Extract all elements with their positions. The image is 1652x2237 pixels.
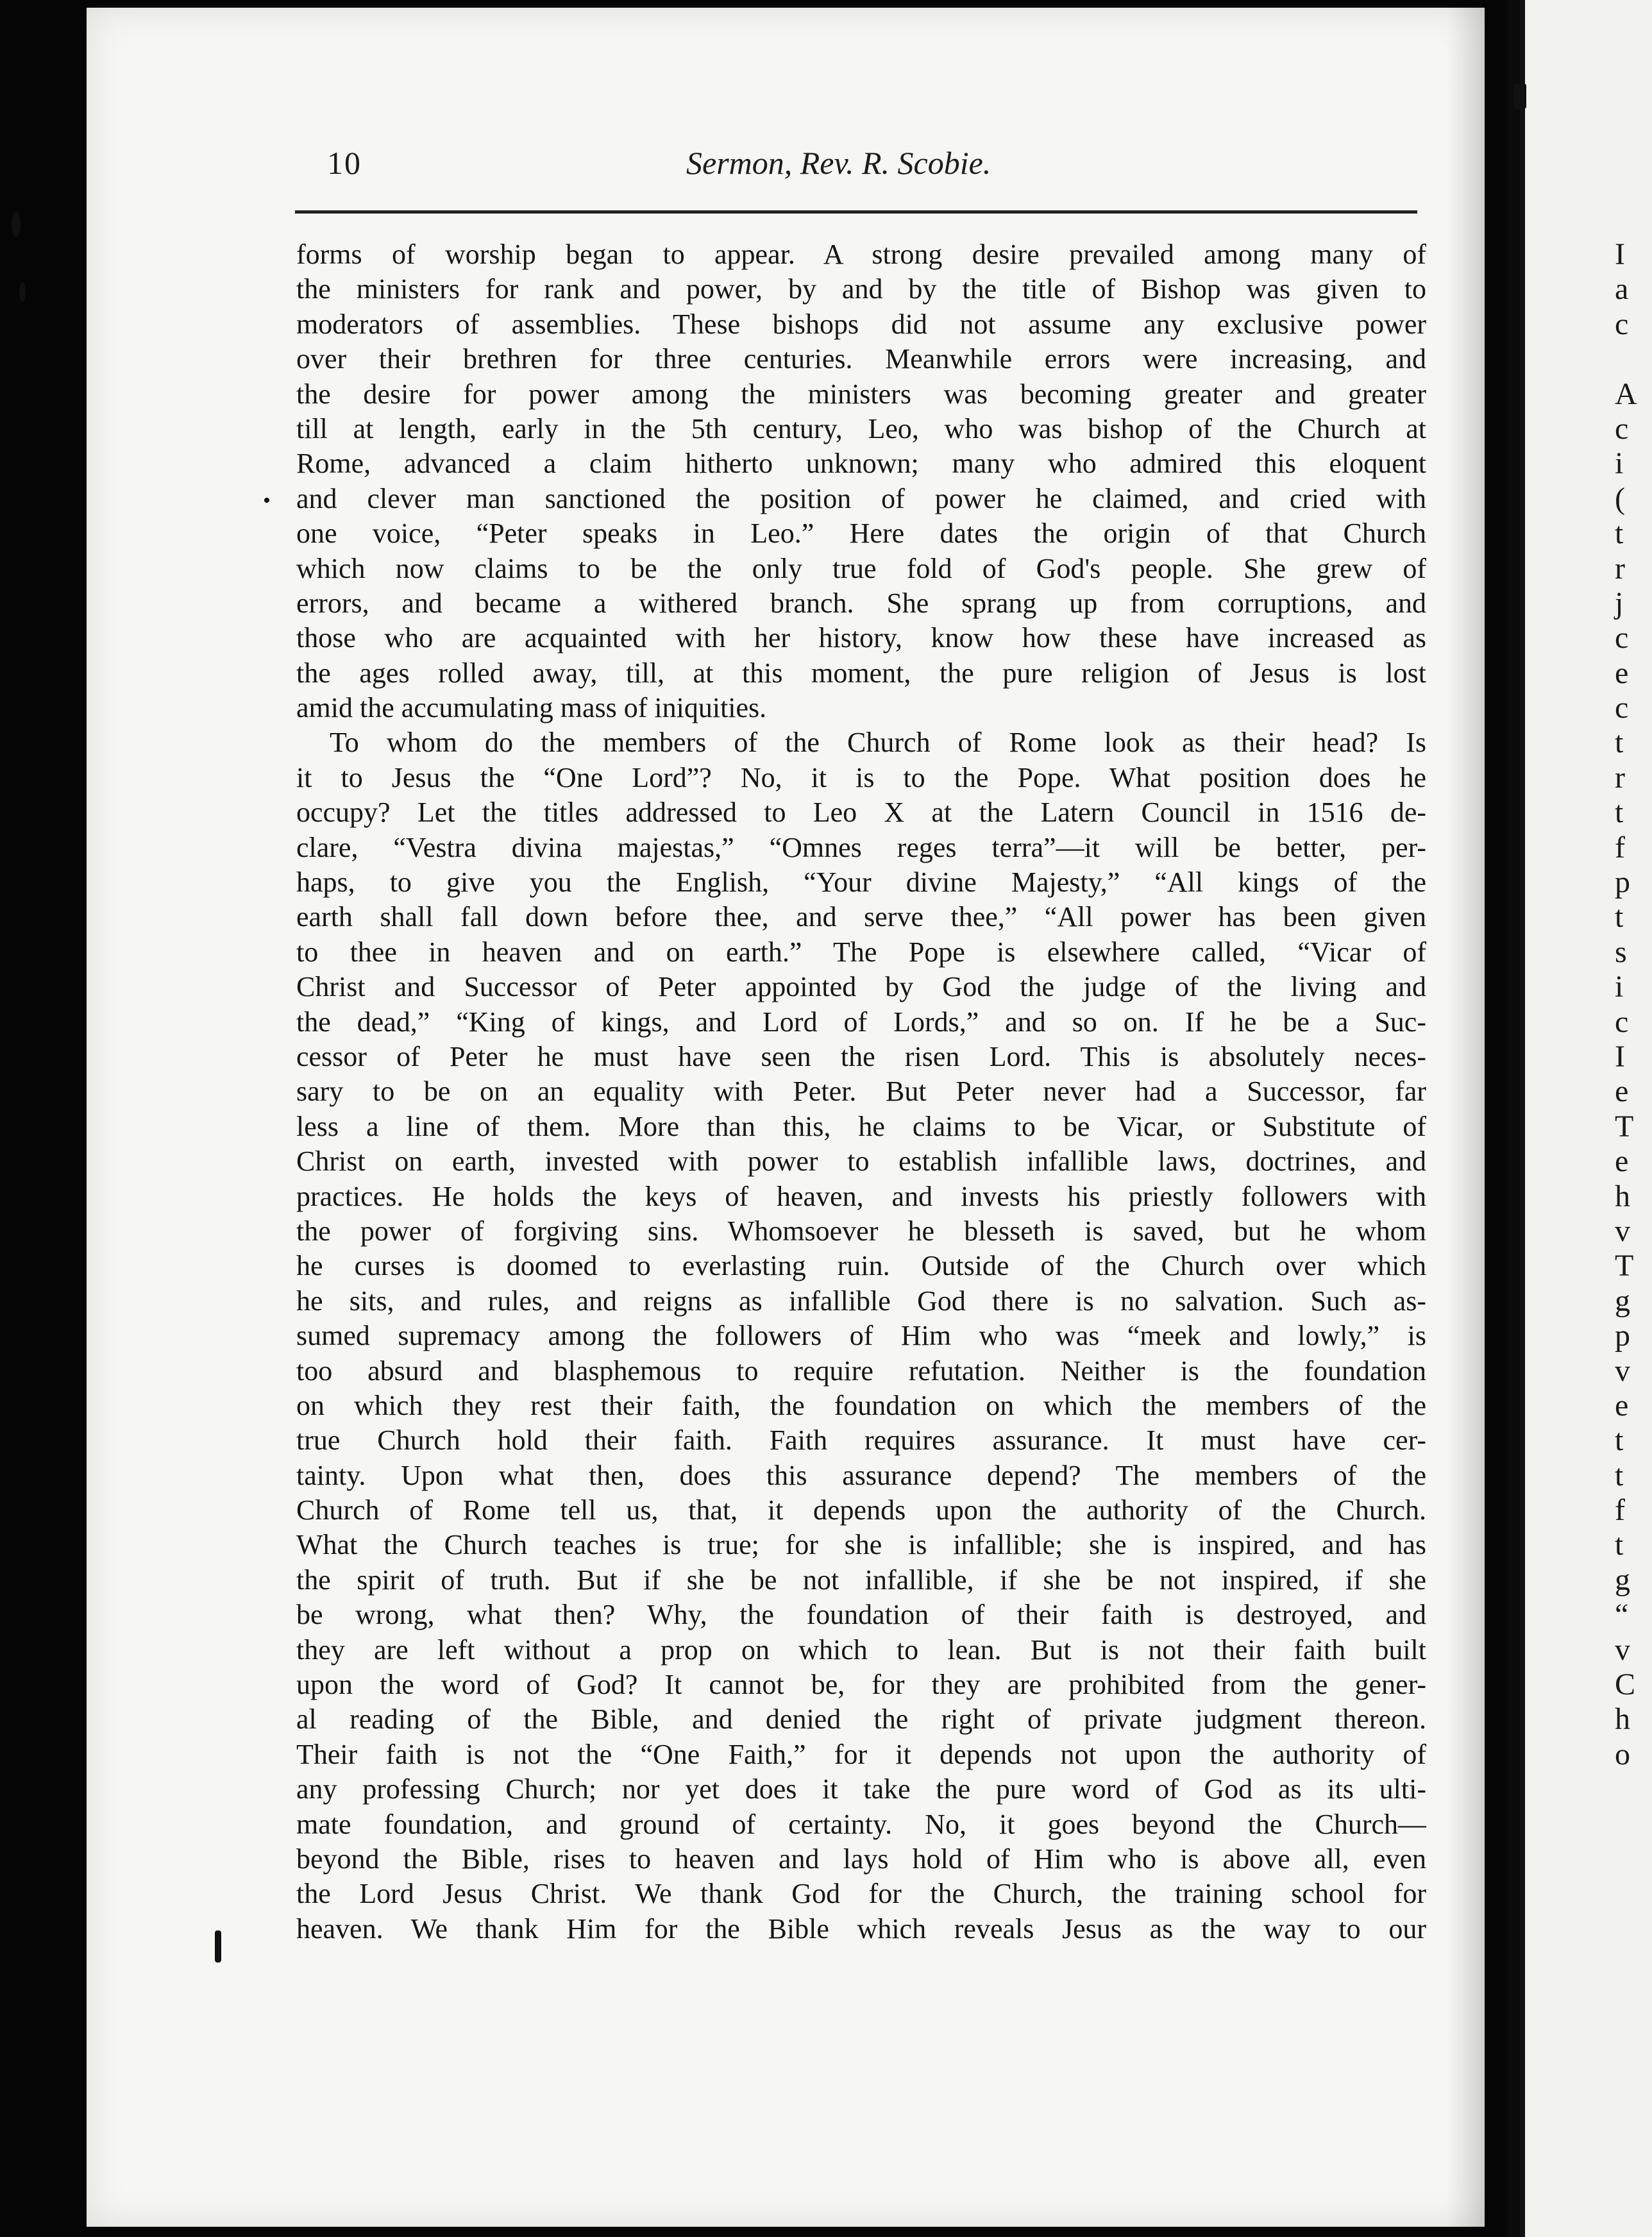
facing-page-fragment: t	[1615, 725, 1624, 760]
text-line: Christ on earth, invested with power to establish infallible laws, doctrines, and	[296, 1145, 1426, 1178]
facing-page-fragment: r	[1615, 551, 1625, 586]
facing-page-fragment	[1615, 342, 1652, 376]
facing-page-fragment: t	[1615, 1423, 1624, 1458]
text-line: al reading of the Bible, and denied the right of private judgment thereon.	[296, 1703, 1426, 1735]
text-line: over their brethren for three centuries. Meanwhile errors were increasing, and	[296, 343, 1426, 375]
facing-page-fragment: f	[1615, 830, 1625, 865]
text-line: he curses is doomed to everlasting ruin. Outside of the Church over which	[296, 1250, 1426, 1282]
text-line: Christ and Successor of Peter appointed by God the judge of the living and	[296, 971, 1426, 1003]
text-line: amid the accumulating mass of iniquities.	[296, 692, 767, 724]
text-line: What the Church teaches is true; for she is infallible; she is inspired, and has	[296, 1529, 1426, 1561]
facing-page-fragment: t	[1615, 795, 1624, 830]
text-line: be wrong, what then? Why, the foundation of their faith is destroyed, and	[296, 1599, 1426, 1631]
facing-page-fragment: (	[1615, 481, 1625, 516]
text-line: tainty. Upon what then, does this assurance depend? The members of the	[296, 1459, 1426, 1491]
text-line: the dead,” “King of kings, and Lord of Lords,” and so on. If he be a Suc-	[296, 1006, 1426, 1038]
facing-page-fragment: T	[1615, 1249, 1634, 1283]
facing-page-fragment: c	[1615, 1004, 1629, 1039]
facing-page-fragment: c	[1615, 307, 1629, 341]
facing-page-fragment: e	[1615, 1074, 1629, 1109]
text-line: beyond the Bible, rises to heaven and lays hold of Him who is above all, even	[296, 1843, 1426, 1875]
facing-page-fragment: e	[1615, 1388, 1629, 1422]
scan-speck	[19, 282, 26, 301]
scan-speck	[1513, 83, 1526, 109]
facing-page-fragment: T	[1615, 1109, 1634, 1144]
facing-page-fragment: e	[1615, 655, 1629, 690]
text-line: till at length, early in the 5th century, Leo, who was bishop of the Church at	[296, 412, 1426, 444]
text-line: Their faith is not the “One Faith,” for it depends not upon the authority of	[296, 1738, 1426, 1770]
text-line: the power of forgiving sins. Whomsoever he blesseth is saved, but he whom	[296, 1215, 1426, 1247]
text-line: moderators of assemblies. These bishops did not assume any exclusive power	[296, 308, 1426, 340]
text-line: the spirit of truth. But if she be not infallible, if she be not inspired, if she	[296, 1564, 1426, 1596]
text-line: errors, and became a withered branch. She sprang up from corruptions, and	[296, 587, 1426, 619]
text-line: which now claims to be the only true fold of God's people. She grew of	[296, 552, 1426, 584]
text-line: clare, “Vestra divina majestas,” “Omnes reges terra”—it will be better, per-	[296, 831, 1426, 863]
facing-page-fragment: c	[1615, 411, 1629, 446]
facing-page-fragment: A	[1615, 376, 1637, 411]
facing-page-fragment: j	[1615, 586, 1624, 620]
header-rule	[295, 210, 1417, 214]
facing-page-fragment: c	[1615, 621, 1629, 655]
text-line: sumed supremacy among the followers of Him who was “meek and lowly,” is	[296, 1320, 1426, 1352]
facing-page-fragment: p	[1615, 865, 1630, 900]
running-title: Sermon, Rev. R. Scobie.	[686, 145, 991, 181]
text-line: less a line of them. More than this, he claims to be Vicar, or Substitute of	[296, 1110, 1426, 1142]
text-line: haps, to give you the English, “Your divine Majesty,” “All kings of the	[296, 866, 1426, 899]
text-line: to thee in heaven and on earth.” The Pope is elsewhere called, “Vicar of	[296, 936, 1426, 968]
facing-page-fragment: r	[1615, 760, 1625, 795]
facing-page-fragment: o	[1615, 1737, 1630, 1771]
facing-page-fragment: i	[1615, 446, 1624, 481]
text-line: and clever man sanctioned the position of power he claimed, and cried with	[296, 482, 1426, 514]
facing-page-fragment: c	[1615, 691, 1629, 725]
facing-page-fragment: a	[1615, 272, 1629, 307]
facing-page-fragment: i	[1615, 970, 1624, 1004]
scan-speck	[264, 498, 269, 503]
facing-page-fragment: f	[1615, 1493, 1625, 1528]
facing-page-fragment: t	[1615, 516, 1624, 551]
text-line: occupy? Let the titles addressed to Leo X at the Latern Council in 1516 de-	[296, 797, 1426, 829]
facing-page-fragments	[1615, 237, 1652, 1772]
scan-speck	[215, 1930, 221, 1963]
text-line: he sits, and rules, and reigns as infallible God there is no salvation. Such as-	[296, 1285, 1426, 1317]
text-line: sary to be on an equality with Peter. But Peter never had a Successor, far	[296, 1076, 1426, 1108]
text-line: earth shall fall down before thee, and serve thee,” “All power has been given	[296, 901, 1426, 933]
text-line: one voice, “Peter speaks in Leo.” Here dates the origin of that Church	[296, 518, 1426, 550]
text-line: mate foundation, and ground of certainty. No, it goes beyond the Church—	[296, 1808, 1426, 1840]
facing-page-fragment: g	[1615, 1283, 1630, 1318]
facing-page-fragment: s	[1615, 934, 1627, 969]
facing-page-fragment: I	[1615, 1039, 1625, 1074]
text-line: the desire for power among the ministers was becoming greater and greater	[296, 378, 1426, 410]
text-line: forms of worship began to appear. A strong desire prevailed among many of	[296, 239, 1426, 270]
text-line: true Church hold their faith. Faith requires assurance. It must have cer-	[296, 1424, 1426, 1456]
running-head	[327, 144, 1424, 189]
facing-page	[1520, 0, 1652, 2237]
facing-page-fragment: “	[1615, 1598, 1629, 1632]
scan-speck	[12, 212, 21, 237]
text-line: any professing Church; nor yet does it take the pure word of God as its ulti-	[296, 1773, 1426, 1805]
facing-page-fragment: C	[1615, 1667, 1636, 1702]
body-text	[296, 237, 1426, 1946]
facing-page-fragment: v	[1615, 1632, 1630, 1667]
page-number: 10	[327, 145, 362, 181]
text-line: on which they rest their faith, the foundation on which the members of the	[296, 1389, 1426, 1421]
facing-page-fragment: h	[1615, 1702, 1630, 1737]
facing-page-fragment: e	[1615, 1144, 1629, 1179]
text-line: the ages rolled away, till, at this moment, the pure religion of Jesus is lost	[296, 657, 1426, 689]
text-line: practices. He holds the keys of heaven, and invests his priestly followers with	[296, 1180, 1426, 1212]
gutter-shadow	[1446, 8, 1485, 2227]
facing-page-fragment: t	[1615, 1458, 1624, 1492]
text-line: cessor of Peter he must have seen the risen Lord. This is absolutely neces-	[296, 1040, 1426, 1072]
facing-page-fragment: v	[1615, 1213, 1630, 1248]
facing-page-fragment: t	[1615, 1528, 1624, 1562]
text-line: too absurd and blasphemous to require refutation. Neither is the foundation	[296, 1355, 1426, 1387]
text-line: Rome, advanced a claim hitherto unknown; many who admired this eloquent	[296, 448, 1426, 480]
text-line: the Lord Jesus Christ. We thank God for the Church, the training school for	[296, 1878, 1426, 1910]
text-line: they are left without a prop on which to lean. But is not their faith built	[296, 1633, 1426, 1666]
facing-page-fragment: g	[1615, 1562, 1630, 1597]
text-line: heaven. We thank Him for the Bible which reveals Jesus as the way to our	[296, 1912, 1426, 1945]
text-line: Church of Rome tell us, that, it depends upon the authority of the Church.	[296, 1494, 1426, 1526]
facing-page-fragment: t	[1615, 900, 1624, 934]
text-line: those who are acquainted with her history, know how these have increased as	[296, 622, 1426, 654]
facing-page-fragment: v	[1615, 1353, 1630, 1388]
text-line: the ministers for rank and power, by and by the title of Bishop was given to	[296, 273, 1426, 305]
text-line: upon the word of God? It cannot be, for they are prohibited from the gener-	[296, 1669, 1426, 1701]
facing-page-fragment: h	[1615, 1179, 1630, 1213]
text-line: it to Jesus the “One Lord”? No, it is to the Pope. What position does he	[296, 761, 1426, 793]
facing-page-fragment: I	[1615, 237, 1625, 271]
text-line: To whom do the members of the Church of Rome look as their head? Is	[330, 727, 1426, 759]
facing-page-fragment: p	[1615, 1319, 1630, 1353]
